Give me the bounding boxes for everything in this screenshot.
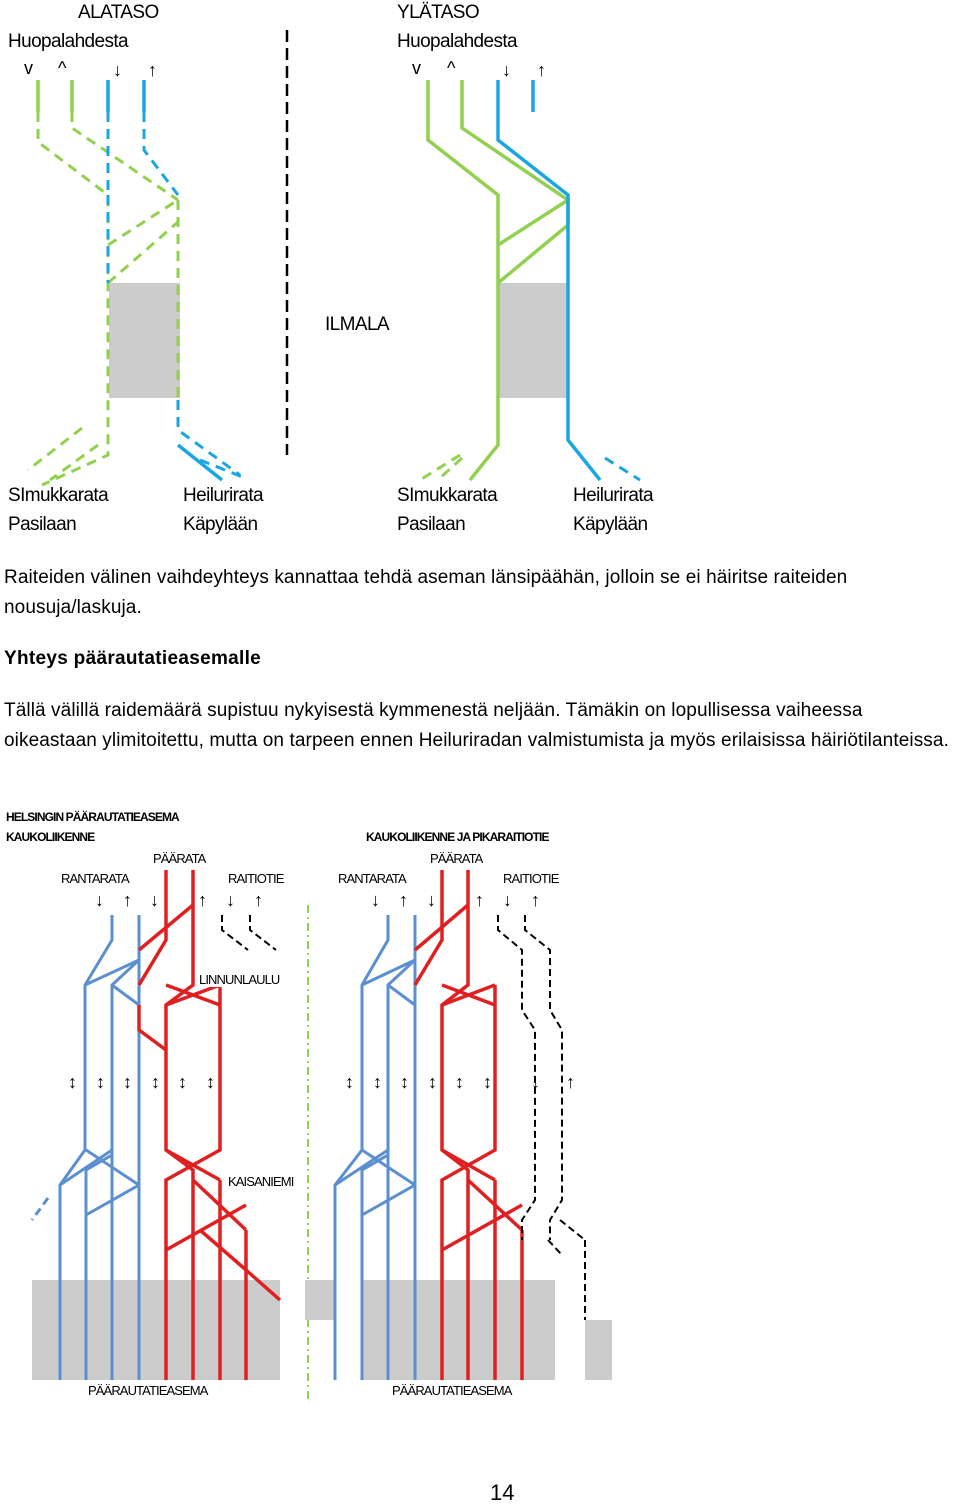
track-label: Heilurirata (183, 485, 263, 506)
bidirectional-arrow: ↕ (345, 1072, 354, 1092)
direction-arrow: ↑ (566, 1072, 575, 1092)
bidirectional-arrow: ↕ (68, 1072, 77, 1092)
bidirectional-arrow: ↕ (373, 1072, 382, 1092)
line-label: RAITIOTIE (503, 871, 559, 886)
bidirectional-arrow: ↕ (483, 1072, 492, 1092)
platform-area (498, 283, 569, 398)
direction-arrow: ^ (447, 58, 456, 78)
diagram-title: HELSINGIN PÄÄRAUTATIEASEMA (6, 810, 179, 824)
bidirectional-arrow: ↕ (455, 1072, 464, 1092)
direction-arrow: ↑ (399, 890, 408, 910)
platform-area (305, 1280, 335, 1320)
track-label: Pasilaan (397, 514, 466, 535)
track-label: Käpylään (573, 514, 648, 535)
direction-arrow: ↓ (531, 1072, 540, 1092)
blue-dashed-tracks (605, 458, 640, 480)
paragraph: Tällä välillä raidemäärä supistuu nykyisestä kymmenestä neljään. Tämäkin on lopullisessa vaiheessa oikeastaan ylimitoitettu, mutta on tarpeen ennen Heiluriradan valmistumista ja myös erilaisissa häiriötilanteissa. (4, 700, 949, 751)
platform-area (109, 283, 180, 398)
track-label: Käpylään (183, 514, 258, 535)
alataso-from-label: Huopalahdesta (8, 31, 129, 52)
line-label: PÄÄRATA (430, 851, 483, 866)
black-dashed-tracks (222, 915, 276, 950)
blue-tracks (498, 80, 600, 480)
bidirectional-arrow: ↕ (400, 1072, 409, 1092)
direction-arrow: ↑ (531, 890, 540, 910)
bidirectional-arrow: ↕ (206, 1072, 215, 1092)
direction-arrow: ^ (58, 58, 67, 78)
direction-arrow: ↓ (150, 890, 159, 910)
blue-dashed-tracks (32, 1198, 48, 1220)
bidirectional-arrow: ↕ (178, 1072, 187, 1092)
direction-arrow: ↑ (123, 890, 132, 910)
blue-tracks (108, 80, 144, 112)
direction-arrow: ↓ (226, 890, 235, 910)
direction-arrow: ↓ (503, 890, 512, 910)
bidirectional-arrow: ↕ (123, 1072, 132, 1092)
green-dashed-tracks (420, 455, 462, 480)
direction-arrow: ↓ (427, 890, 436, 910)
diagram-title: KAUKOLIIKENNE JA PIKARAITIOTIE (366, 830, 549, 844)
line-label: RANTARATA (61, 871, 129, 886)
bidirectional-arrow: ↕ (96, 1072, 105, 1092)
ylataso-from-label: Huopalahdesta (397, 31, 518, 52)
green-tracks (38, 80, 72, 112)
page-number: 14 (490, 1480, 515, 1505)
alataso-title: ALATASO (78, 2, 159, 23)
line-label: RAITIOTIE (228, 871, 284, 886)
direction-arrow: ↑ (148, 60, 157, 80)
bidirectional-arrow: ↕ (151, 1072, 160, 1092)
platform-area (32, 1280, 280, 1380)
platform-area (362, 1280, 555, 1380)
direction-arrow: ↑ (537, 60, 546, 80)
direction-arrow: ↑ (254, 890, 263, 910)
stop-label: LINNUNLAULU (199, 972, 280, 987)
direction-arrow: ↓ (371, 890, 380, 910)
platform-area (585, 1320, 612, 1380)
track-label: Heilurirata (573, 485, 653, 506)
station-label: PÄÄRAUTATIEASEMA (392, 1383, 512, 1398)
ylataso-title: YLÄTASO (397, 2, 480, 23)
direction-arrow: ↓ (95, 890, 104, 910)
bidirectional-arrow: ↕ (428, 1072, 437, 1092)
track-label: SImukkarata (397, 485, 498, 506)
direction-arrow: ↑ (198, 890, 207, 910)
black-dashed-tracks (498, 915, 585, 1320)
paragraph: Raiteiden välinen vaihdeyhteys kannattaa tehdä aseman länsipäähän, jolloin se ei häiritse raiteiden nousuja/laskuja. (4, 567, 848, 618)
station-label: ILMALA (325, 314, 389, 335)
direction-arrow: ↑ (475, 890, 484, 910)
direction-arrow: v (412, 58, 421, 78)
direction-arrow: v (24, 58, 33, 78)
track-label: Pasilaan (8, 514, 77, 535)
section-heading: Yhteys päärautatieasemalle (4, 648, 262, 669)
stop-label: KAISANIEMI (228, 1174, 294, 1189)
diagram-subtitle: KAUKOLIIKENNE (6, 830, 95, 844)
line-label: PÄÄRATA (153, 851, 206, 866)
line-label: RANTARATA (338, 871, 406, 886)
station-label: PÄÄRAUTATIEASEMA (88, 1383, 208, 1398)
track-label: SImukkarata (8, 485, 109, 506)
direction-arrow: ↓ (113, 60, 122, 80)
direction-arrow: ↓ (502, 60, 511, 80)
blue-solid-segment (178, 445, 222, 480)
